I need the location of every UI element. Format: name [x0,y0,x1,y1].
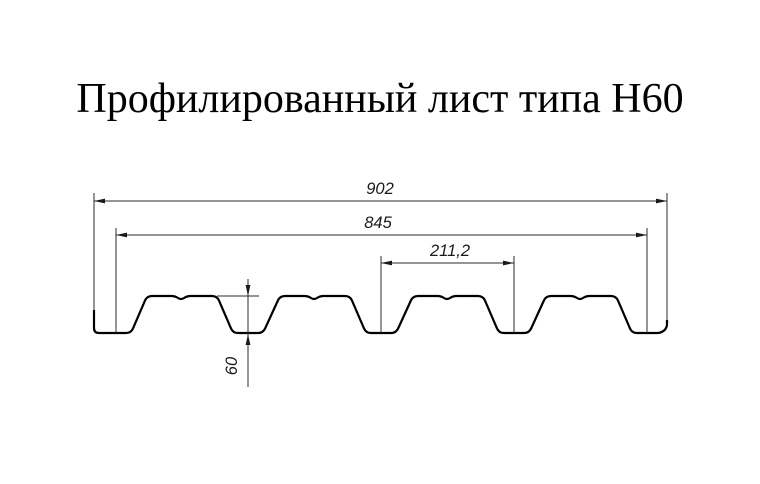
arrow-down-icon [246,285,251,296]
arrow-up-icon [246,334,251,345]
dim-overall-width-label: 902 [366,180,394,198]
arrow-left-icon [116,233,127,238]
dim-profile-height-label: 60 [223,356,241,376]
arrow-left-icon [94,199,105,204]
arrow-left-icon [381,261,392,266]
arrow-right-icon [656,199,667,204]
arrow-right-icon [503,261,514,266]
dim-rib-pitch-label: 211,2 [429,242,471,260]
drawing-title: Профилированный лист типа Н60 [76,76,684,122]
dim-working-width-label: 845 [364,214,392,232]
arrow-right-icon [636,233,647,238]
